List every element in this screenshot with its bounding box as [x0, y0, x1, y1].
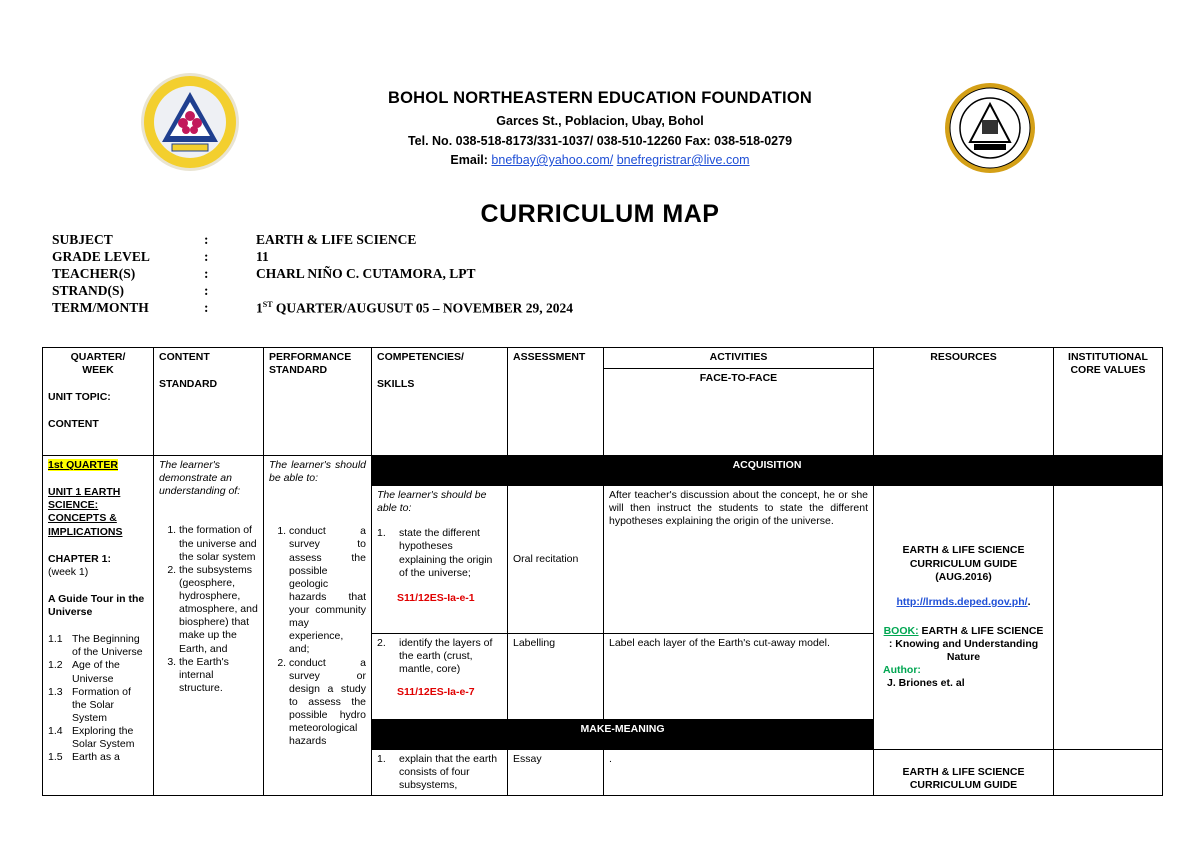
meta-colon: : [204, 283, 209, 298]
activity-cell: After teacher's discussion about the concept, he or she will then instruct the students to state the different hypotheses explaining the origin of the universe. [604, 486, 874, 634]
meta-key: TERM/MONTH [52, 300, 149, 315]
activity-cell: . [604, 750, 874, 796]
resource-link[interactable]: http://lrmds.deped.gov.ph/ [896, 595, 1028, 608]
week-label: (week 1) [48, 565, 89, 578]
topic-text: Age of the Universe [72, 659, 120, 685]
competency-code: S11/12ES-Ia-e-1 [397, 591, 475, 604]
content-standard-cell [154, 456, 264, 796]
meta-value-sup: ST [262, 300, 273, 309]
competency-number: 1. [377, 753, 386, 765]
header-standard-label: STANDARD [159, 378, 218, 391]
resource-author-label: Author: [883, 664, 921, 677]
assessment-cell: Essay [508, 750, 604, 796]
quarter-highlight: 1st QUARTER [48, 459, 119, 471]
topic-item [48, 751, 148, 764]
header-institutional-core-values: INSTITUTIONAL CORE VALUES [1054, 348, 1163, 456]
acquisition-row [43, 456, 1163, 486]
resource-book-label: BOOK: [883, 624, 919, 637]
unit-title: UNIT 1 EARTH SCIENCE: CONCEPTS & IMPLICATIONS [48, 486, 123, 538]
header-content-standard [154, 348, 264, 456]
resource-guide-date: (AUG.2016) [935, 570, 992, 583]
competency-text: identify the layers of the earth (crust, mantle, core) [399, 637, 493, 676]
topic-list [48, 633, 148, 764]
competency-item [377, 753, 502, 792]
competency-intro: The learner's should be able to: [377, 489, 487, 515]
header-assessment: ASSESSMENT [508, 348, 604, 456]
topic-text: Formation of the Solar System [72, 685, 131, 724]
meta-key: SUBJECT [52, 232, 113, 247]
topic-number: 1.4 [48, 725, 63, 737]
resources-cell-2: EARTH & LIFE SCIENCE CURRICULUM GUIDE [874, 750, 1054, 796]
topic-number: 1.5 [48, 751, 63, 764]
header-resources: RESOURCES [874, 348, 1054, 456]
content-standard-item: 3. the Earth's internal structure. [179, 656, 258, 695]
organization-telephone: Tel. No. 038-518-8173/331-1037/ 038-510-12260 Fax: 038-518-0279 [407, 134, 793, 148]
competency-text: explain that the earth consists of four subsystems, [399, 753, 498, 792]
curriculum-map-table [42, 347, 1163, 796]
meta-value-post: QUARTER/AUGUSUT 05 – NOVEMBER 29, 2024 [272, 300, 573, 316]
content-standard-item: 1. the formation of the universe and the solar system [179, 524, 258, 563]
resources-cell [874, 486, 1054, 750]
meta-colon: : [204, 300, 209, 315]
email-link-yahoo[interactable]: bnefbay@yahoo.com/ [491, 153, 614, 167]
header-skills-label: SKILLS [377, 378, 415, 391]
activity-cell: Label each layer of the Earth's cut-away model. [604, 634, 874, 720]
meta-colon: : [204, 232, 209, 247]
competency-number: 1. [377, 527, 386, 540]
organization-email [260, 153, 940, 167]
performance-standard-list [269, 525, 366, 748]
meta-value: 11 [256, 249, 269, 264]
header-quarter-week [43, 348, 154, 456]
competency-cell [372, 750, 508, 796]
core-values-cell-2 [1054, 750, 1163, 796]
chapter-label: CHAPTER 1: [48, 552, 112, 565]
meta-value: EARTH & LIFE SCIENCE [256, 232, 417, 247]
topic-text: Exploring the Solar System [72, 725, 135, 751]
chapter-title: A Guide Tour in the Universe [48, 592, 145, 618]
competency-number: 2. [377, 637, 386, 649]
quarter-label [48, 459, 148, 472]
assessment-cell: Labelling [508, 634, 604, 720]
competency-cell [372, 634, 508, 720]
email-label: Email: [450, 153, 492, 167]
topic-number: 1.1 [48, 633, 63, 646]
meta-key: GRADE LEVEL [52, 249, 150, 264]
assessment-cell: Oral recitation [508, 486, 604, 634]
resource-author: J. Briones et. al [887, 677, 965, 690]
topic-item [48, 686, 148, 725]
organization-address: Garces St., Poblacion, Ubay, Bohol [496, 114, 704, 128]
header-performance-standard: PERFORMANCE STANDARD [264, 348, 372, 456]
header-content-label: CONTENT [48, 418, 99, 431]
header-content-label-2: CONTENT [159, 351, 210, 363]
resource-guide-title: EARTH & LIFE SCIENCE CURRICULUM GUIDE [902, 544, 1025, 570]
topic-item [48, 725, 148, 751]
header-unit-topic-label: UNIT TOPIC: [48, 391, 111, 404]
topic-text: The Beginning of the Universe [72, 633, 143, 659]
core-values-cell [1054, 486, 1163, 750]
performance-standard-cell [264, 456, 372, 796]
email-link-registrar[interactable]: bnefregristrar@live.com [616, 153, 750, 167]
topic-text: Earth as a [72, 751, 120, 764]
topic-number: 1.2 [48, 659, 63, 672]
meta-value-pre: 1 [256, 300, 263, 316]
header-competencies-label: COMPETENCIES/ [377, 351, 464, 363]
organization-name: BOHOL NORTHEASTERN EDUCATION FOUNDATION [388, 89, 812, 107]
content-standard-item: 2. the subsystems (geosphere, hydrosphere, atmosphere, and biosphere) that make up the Earth, and [179, 564, 258, 656]
resource-book-subtitle: : Knowing and Understanding Nature [888, 638, 1039, 664]
topic-item [48, 659, 148, 685]
meta-colon: : [204, 266, 209, 281]
topic-item [48, 633, 148, 659]
meta-value: CHARL NIÑO C. CUTAMORA, LPT [256, 266, 476, 281]
table-header-row [43, 348, 1163, 456]
college-seal-logo [140, 72, 240, 172]
header-face-to-face-label: FACE-TO-FACE [699, 372, 778, 384]
meta-value [256, 300, 573, 317]
meta-colon: : [204, 249, 209, 264]
header-quarter-label: QUARTER/ [70, 351, 126, 363]
competency-item [377, 637, 502, 676]
performance-standard-item: 2. conduct a survey or design a study to assess the possible hydro meteorological hazards [289, 657, 366, 749]
meta-key: STRAND(S) [52, 283, 125, 298]
competency-cell [372, 486, 508, 634]
header-activities [604, 348, 874, 456]
competency-item [377, 527, 502, 580]
content-standard-intro: The learner's demonstrate an understanding of: [159, 459, 241, 498]
header-activities-label: ACTIVITIES [604, 348, 873, 369]
resource-book-line [879, 625, 1048, 638]
performance-standard-intro: The learner's should be able to: [269, 459, 366, 485]
foundation-seal-logo [944, 82, 1036, 174]
page-title: CURRICULUM MAP [480, 200, 720, 228]
unit-topic-cell [43, 456, 154, 796]
resource-link-suffix: . [1027, 595, 1031, 608]
resource-link-line [879, 596, 1048, 609]
header-competencies [372, 348, 508, 456]
performance-standard-item: 1. conduct a survey to assess the possible geologic hazards that your community may experience, and; [289, 525, 366, 656]
competency-code: S11/12ES-Ia-e-7 [397, 686, 475, 699]
acquisition-banner: ACQUISITION [372, 456, 1163, 486]
header-week-label: WEEK [82, 364, 114, 377]
resource-book-title: EARTH & LIFE SCIENCE [918, 624, 1044, 637]
make-meaning-banner: MAKE-MEANING [372, 720, 874, 750]
content-standard-list [159, 524, 258, 695]
meta-key: TEACHER(S) [52, 266, 136, 281]
topic-number: 1.3 [48, 685, 63, 698]
competency-text: state the different hypotheses explaining the origin of the universe; [399, 527, 493, 579]
